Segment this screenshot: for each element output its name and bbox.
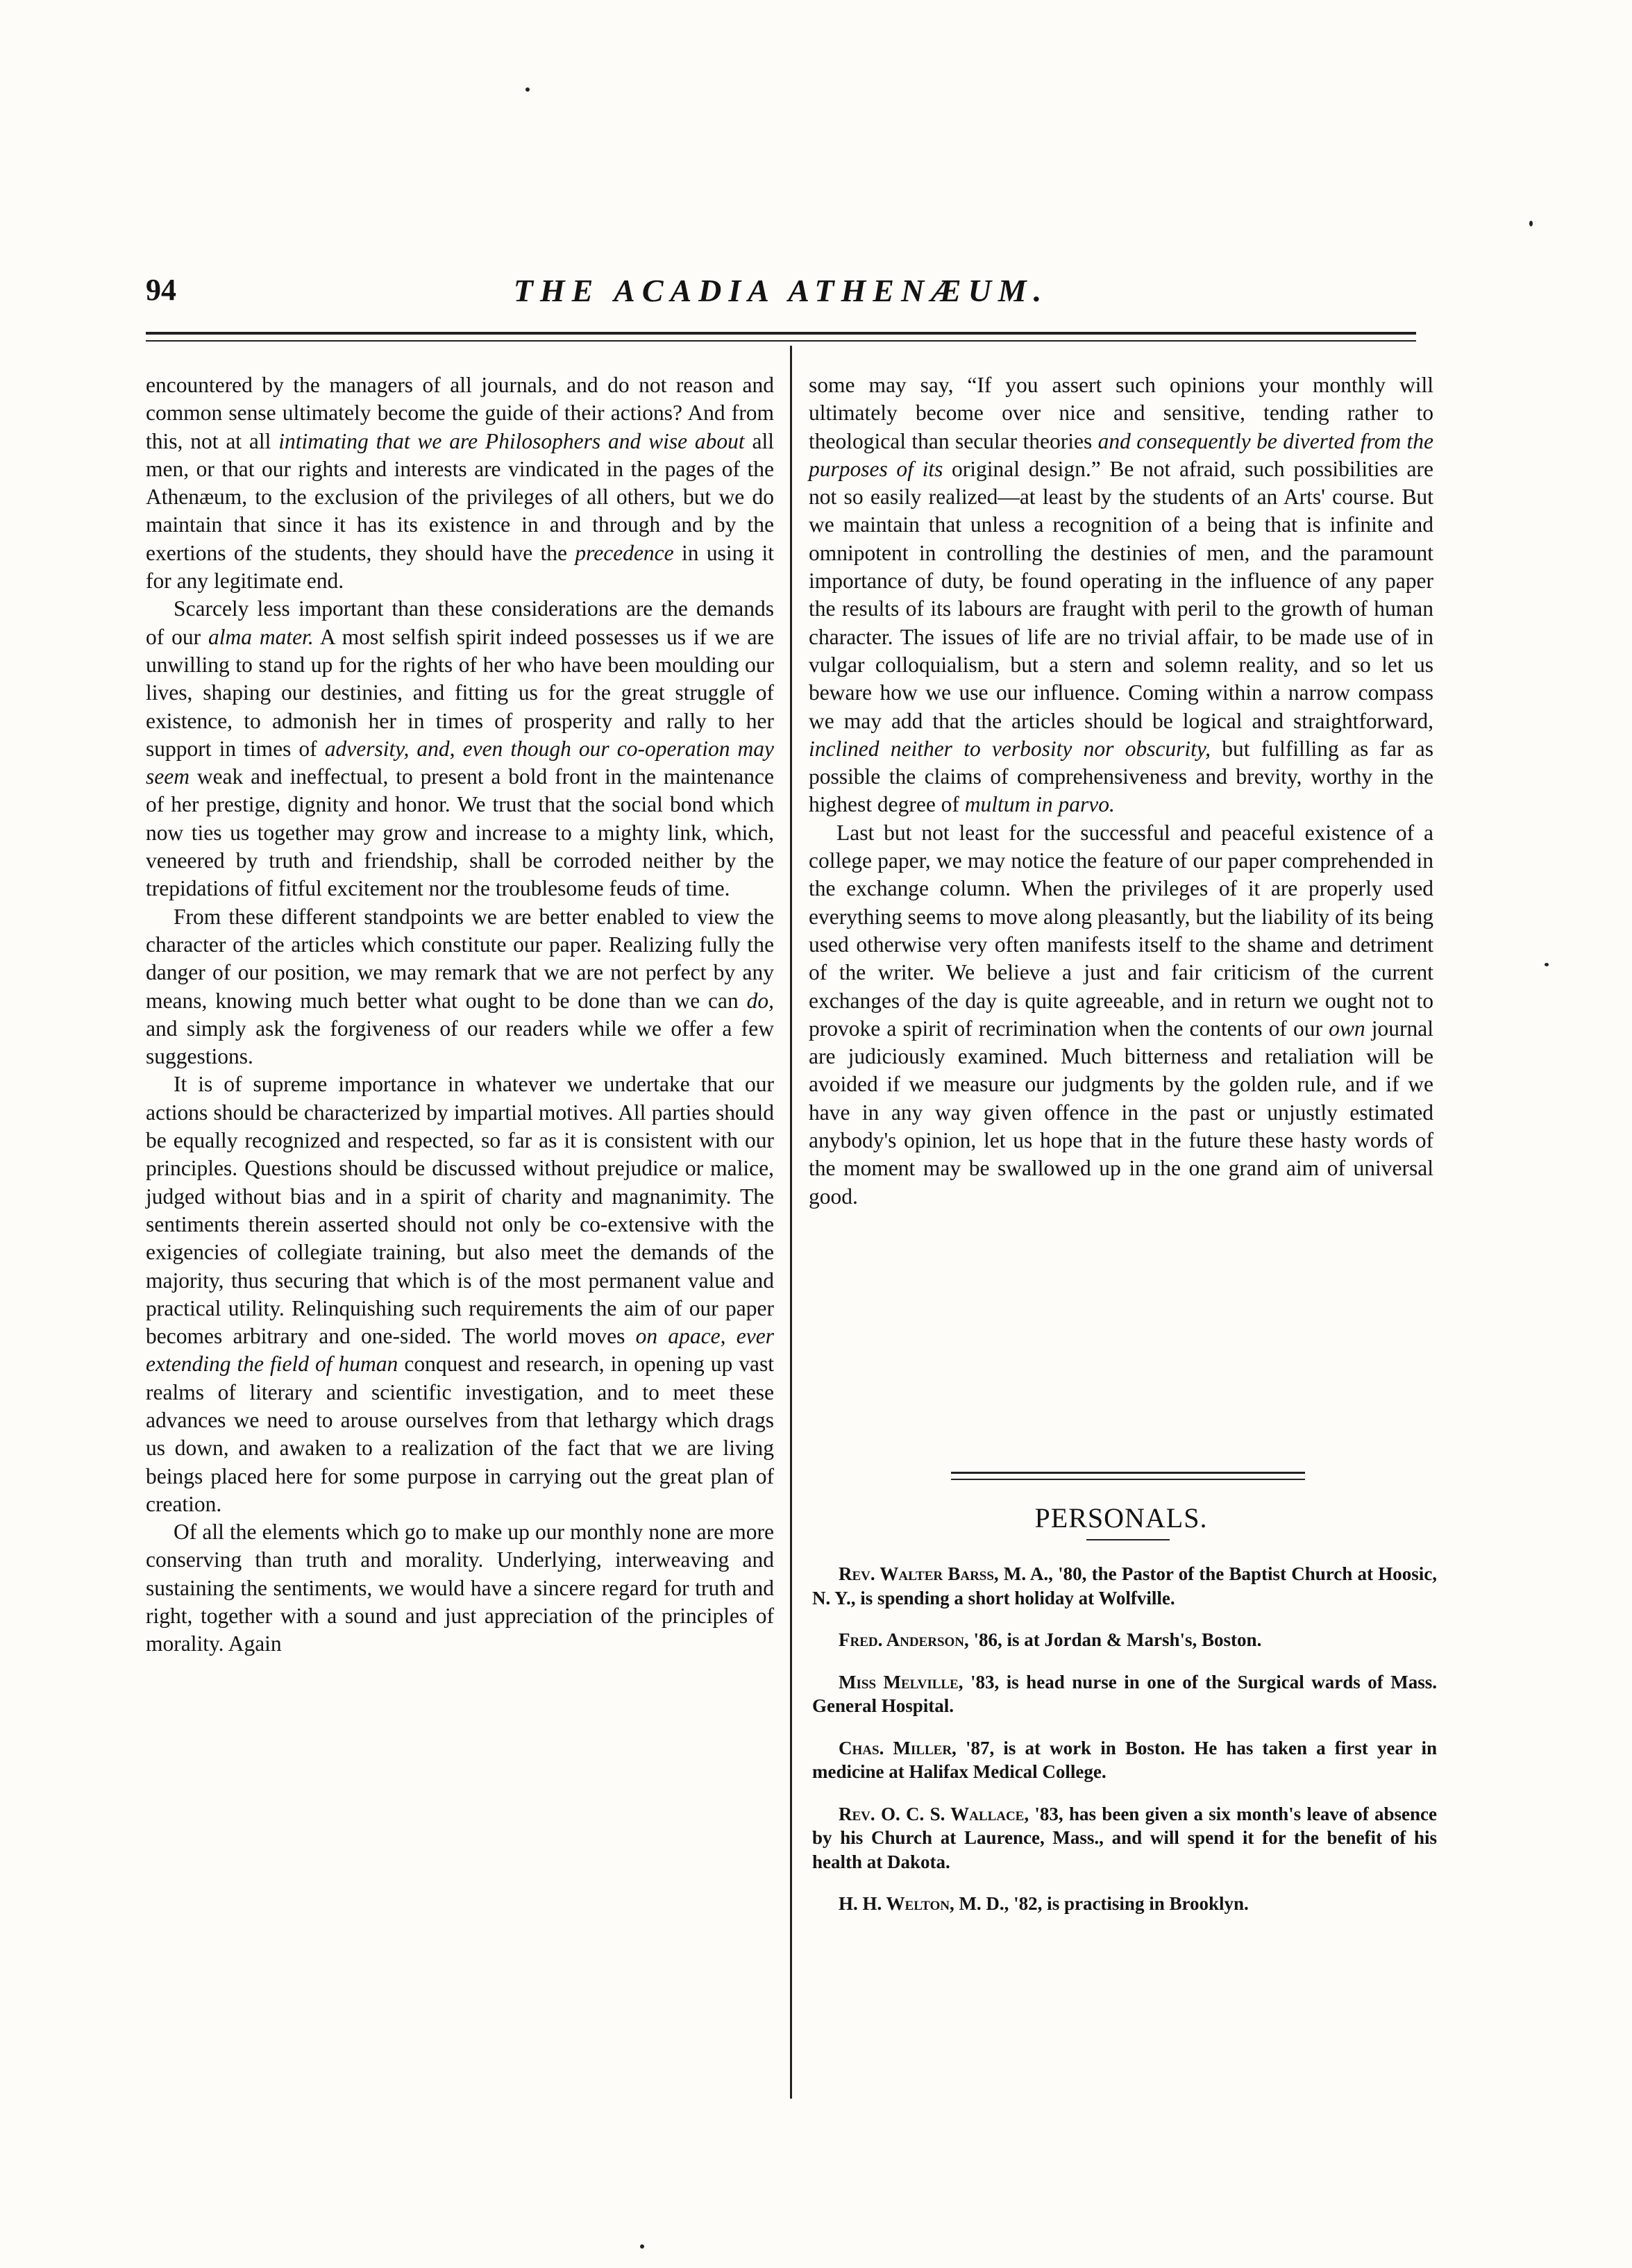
personal-entry [812, 1670, 1437, 1718]
column-divider [790, 346, 792, 2099]
text-run: It is of supreme importance in whatever we undertake that our actions should be characterized by impartial motives. All parties should be equally recognized and respected, so far as it is consistent with our principles. Questions should be discussed without prejudice or malice, judged without bias and in a spirit of charity and magnanimity. The sentiments therein asserted should not only be co-extensive with the exigencies of collegiate training, but also meet the demands of the majority, thus securing that which is of the most permanent value and practical utility. Relinquishing such requirements the aim of our paper becomes arbitrary and one-sided. The world moves [146, 1072, 774, 1349]
text-run: Last but not least for the successful and peaceful existence of a college paper, we may notice the feature of our paper comprehended in the exchange column. When the privileges of it are properly used everything seems to move along pleasantly, but the liability of its being used otherwise very often manifests itself to the shame and detriment of the writer. We believe a just and fair criticism of the current exchanges of the day is quite agreeable, and in return we ought not to provoke a spirit of recrimination when the contents of our [809, 820, 1433, 1041]
text-run: some may say, “If you assert such opinions your monthly will ultimately become over nice and sensitive, tending rather to theological than secular theories [809, 373, 1433, 453]
text-run: weak and ineffectual, to present a bold front in the maintenance of her prestige, dignity and honor. We trust that the social bond which now ties us together may grow and increase to a mighty link, which, veneered by truth and friendship, shall be corroded neither by the trepidations of fitful excitement nor the troublesome feuds of time. [146, 764, 774, 901]
text-run: all men, or that our rights and interests are vindicated in the pages of the Athenæum, to the exclusion of the privileges of all others, but we do maintain that since it has its existence in and through and by the exertions of the students, they should have the [146, 428, 774, 565]
running-title: THE ACADIA ATHENÆUM. [513, 273, 1049, 308]
personal-text: '86, is at Jordan & Marsh's, Boston. [968, 1629, 1262, 1650]
italic-text: adversity, and, even though our co-operation may seem [146, 736, 774, 789]
text-run: From these different standpoints we are better enabled to view the character of the articles which constitute our paper. Realizing fully the danger of our position, we may remark that we are not perfect by any means, knowing much better what ought to be done than we can [146, 904, 774, 1013]
body-paragraph [146, 1070, 774, 1518]
text-run: and simply ask the forgiveness of our readers while we offer a few suggestions. [146, 1016, 774, 1069]
italic-text: own [1329, 1016, 1365, 1041]
personal-entry [812, 1736, 1437, 1784]
personal-name: Rev. Walter Barss, [839, 1563, 999, 1584]
ink-speck [525, 87, 530, 92]
personal-name: Miss Melville, [839, 1671, 964, 1692]
personal-text: '87, is at work in Boston. He has taken a first year in medicine at Halifax Medical College. [812, 1737, 1437, 1782]
body-paragraph [146, 371, 774, 595]
italic-text: inclined neither to verbosity nor obscurity, [809, 736, 1211, 761]
italic-text: precedence [575, 540, 674, 565]
ink-speck [1529, 221, 1533, 226]
italic-text: intimating that we are Philosophers and wise about [278, 428, 745, 453]
personal-name: Rev. O. C. S. Wallace, [839, 1803, 1029, 1824]
text-run: original design.” Be not afraid, such possibilities are not so easily realized—at least by the students of an Arts' course. But we maintain that unless a recognition of a being that is infinite and omnipotent in controlling the destinies of men, and the paramount importance of duty, be found operating in the influence of any paper the results of its labours are fraught with peril to the growth of human character. The issues of life are no trivial affair, to be made use of in vulgar colloquialism, but a stern and solemn reality, and so let us beware how we use our influence. Coming within a narrow compass we may add that the articles should be logical and straightforward, [809, 456, 1433, 733]
text-run: A most selfish spirit indeed possesses us if we are unwilling to stand up for the rights of her who have been moulding our lives, shaping our destinies, and fitting us for the great struggle of existence, to admonish her in times of prosperity and rally to her support in times of [146, 624, 775, 761]
body-paragraph [809, 819, 1433, 1211]
personal-name: H. H. Welton, [839, 1893, 954, 1914]
text-run: Scarcely less important than these considerations are the demands of our [146, 596, 774, 649]
italic-text: do, [746, 988, 774, 1013]
ink-speck [1545, 963, 1549, 966]
personal-name: Fred. Anderson, [839, 1629, 969, 1650]
ink-speck [640, 2244, 644, 2249]
italic-text: alma mater. [208, 624, 314, 649]
personal-entry [812, 1802, 1437, 1874]
personals-heading-underline [1086, 1539, 1170, 1540]
body-paragraph [809, 371, 1433, 819]
text-run: encountered by the managers of all journals, and do not reason and common sense ultimately become the guide of their actions? And from this, not at all [146, 373, 774, 453]
personal-text: M. A., '80, the Pastor of the Baptist Church at Hoosic, N. Y., is spending a short holiday at Wolfville. [812, 1563, 1437, 1608]
personal-text: M. D., '82, is practising in Brooklyn. [954, 1893, 1249, 1914]
text-run: Of all the elements which go to make up our monthly none are more conserving than truth and morality. Underlying, interweaving and sustaining the sentiments, we would have a sincere regard for truth and right, together with a sound and just appreciation of the principles of morality. Again [146, 1520, 774, 1656]
italic-text: multum in parvo. [964, 792, 1115, 817]
page-header [146, 272, 1416, 328]
text-run: journal are judiciously examined. Much bitterness and retaliation will be avoided if we measure our judgments by the golden rule, and if we have in any way given offence in the past or unjustly estimated anybody's opinion, let us hope that in the future these hasty words of the moment may be swallowed up in the one grand aim of universal good. [809, 1016, 1433, 1209]
italic-text: on apace, ever extending the field of human [146, 1324, 774, 1377]
personals-rule-top [951, 1472, 1305, 1474]
body-paragraph [146, 903, 774, 1071]
text-run: in using it for any legitimate end. [146, 540, 774, 594]
page-number: 94 [146, 273, 176, 307]
personal-entry [812, 1892, 1437, 1916]
body-paragraph [146, 1518, 774, 1658]
text-run: but fulfilling as far as possible the claims of comprehensiveness and brevity, worthy in the highest degree of [809, 736, 1433, 817]
left-column [146, 371, 774, 1658]
italic-text: and consequently be diverted from the purposes of its [809, 428, 1434, 481]
personal-entry [812, 1628, 1437, 1652]
personals-list [812, 1562, 1437, 1934]
text-run: conquest and research, in opening up vast realms of literary and scientific investigation, and to meet these advances we need to arouse ourselves from that lethargy which drags us down, and awaken to a realization of the fact that we are living beings placed here for some purpose in carrying out the great plan of creation. [146, 1352, 775, 1516]
personals-rule-bottom [951, 1479, 1305, 1480]
personal-entry [812, 1562, 1437, 1610]
right-column [809, 371, 1433, 1211]
header-rule-thin [146, 340, 1416, 342]
personals-heading: PERSONALS. [1034, 1502, 1208, 1534]
header-rule-thick [146, 332, 1416, 335]
personal-text: '83, is head nurse in one of the Surgical wards of Mass. General Hospital. [812, 1671, 1437, 1716]
personal-text: '83, has been given a six month's leave of absence by his Church at Laurence, Mass., and will spend it for the benefit of his health at Dakota. [812, 1803, 1437, 1872]
body-paragraph [146, 595, 774, 902]
personal-name: Chas. Miller, [839, 1737, 957, 1758]
